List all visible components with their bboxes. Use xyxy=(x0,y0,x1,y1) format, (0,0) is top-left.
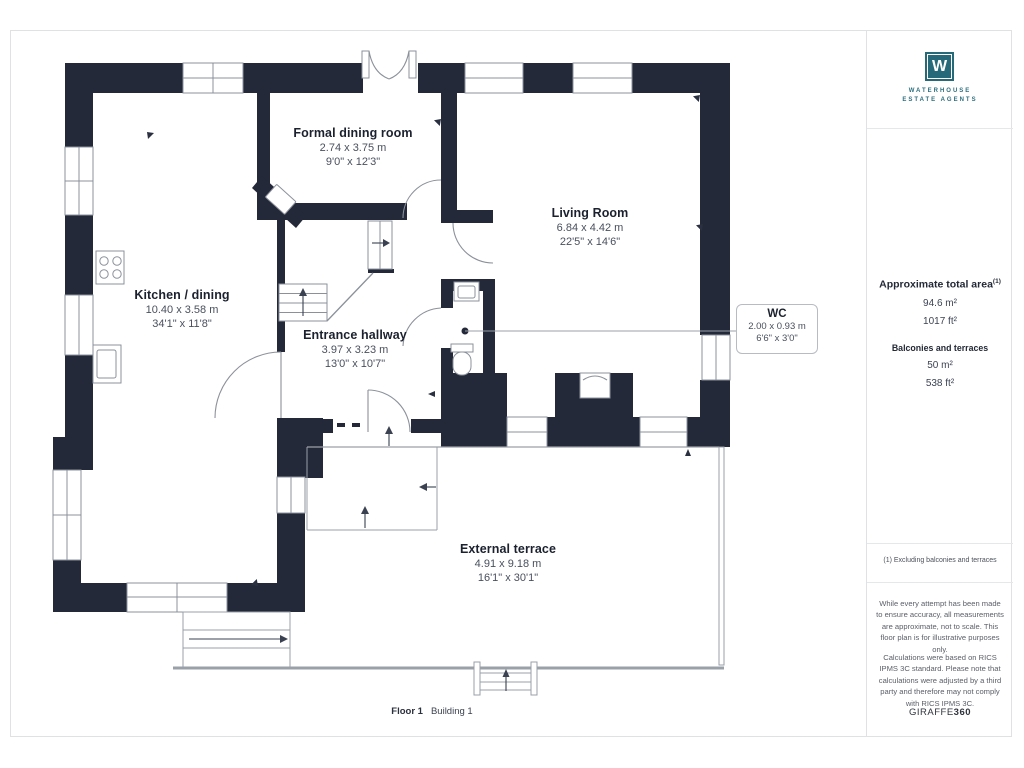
room-dim-imperial: 16'1" x 30'1" xyxy=(477,572,539,584)
brand-name: GIRAFFE xyxy=(908,707,954,718)
balconies-m2: 50 m² xyxy=(927,359,953,371)
area-footnote: (1) Excluding balconies and terraces xyxy=(883,557,997,564)
total-area-ft2: 1017 ft² xyxy=(923,315,957,327)
room-dim-metric: 3.97 x 3.23 m xyxy=(321,344,389,356)
measure-ticks xyxy=(147,95,703,586)
divider-footnote-bottom xyxy=(867,582,1013,583)
room-dim-imperial: 6'6" x 3'0" xyxy=(756,333,798,344)
logo-letter: W xyxy=(927,54,952,79)
disclaimer-rics: Calculations were based on RICS IPMS 3C standard. Please note that calculations were adjusted by a third party and therefore may not comply with RICS IPMS 3C. xyxy=(878,653,1002,708)
room-dim-metric: 2.74 x 3.75 m xyxy=(319,142,387,154)
divider-footnote-top xyxy=(867,543,1013,544)
room-name: WC xyxy=(767,308,787,320)
room-dim-imperial: 9'0" x 12'3" xyxy=(325,156,381,168)
room-name: Kitchen / dining xyxy=(134,288,230,302)
room-dim-metric: 10.40 x 3.58 m xyxy=(145,304,219,316)
room-name: Formal dining room xyxy=(293,126,413,140)
room-name: Living Room xyxy=(551,206,629,220)
area-summary xyxy=(872,278,1008,389)
room-dim-imperial: 34'1" x 11'8" xyxy=(152,318,212,330)
floor-number-label: Floor 1 xyxy=(391,706,423,717)
logo-line1: WATERHOUSE xyxy=(908,88,972,94)
room-dim-metric: 4.91 x 9.18 m xyxy=(474,558,542,570)
giraffe360-brand xyxy=(867,707,1013,718)
room-dim-imperial: 22'5" x 14'6" xyxy=(559,236,621,248)
floor-caption xyxy=(332,706,532,717)
room-dim-metric: 2.00 x 0.93 m xyxy=(748,321,806,332)
brand-suffix: 360 xyxy=(953,707,972,718)
area-title-text: Approximate total area xyxy=(879,278,993,291)
direction-arrows xyxy=(189,239,510,691)
doors-layer xyxy=(215,51,607,432)
area-title-sup: (1) xyxy=(992,278,1001,285)
room-dim-metric: 6.84 x 4.42 m xyxy=(556,222,624,234)
divider-logo xyxy=(867,128,1013,129)
disclaimer-accuracy: While every attempt has been made to ensure accuracy, all measurements are approximate, not to scale. This floor plan is for illustrative purposes only. xyxy=(876,599,1004,654)
area-title xyxy=(872,278,1008,291)
room-name: External terrace xyxy=(459,542,557,556)
balconies-ft2: 538 ft² xyxy=(925,377,955,389)
balconies-label: Balconies and terraces xyxy=(891,342,989,353)
wc-callout xyxy=(736,304,818,354)
room-dim-imperial: 13'0" x 10'7" xyxy=(324,358,386,370)
waterhouse-logo-icon xyxy=(925,52,954,81)
sidebar-divider xyxy=(866,30,867,737)
room-name: Entrance hallway xyxy=(303,328,407,342)
building-label: Building 1 xyxy=(430,706,473,717)
total-area-m2: 94.6 m² xyxy=(923,297,957,309)
logo-line2: ESTATE AGENTS xyxy=(902,97,978,103)
